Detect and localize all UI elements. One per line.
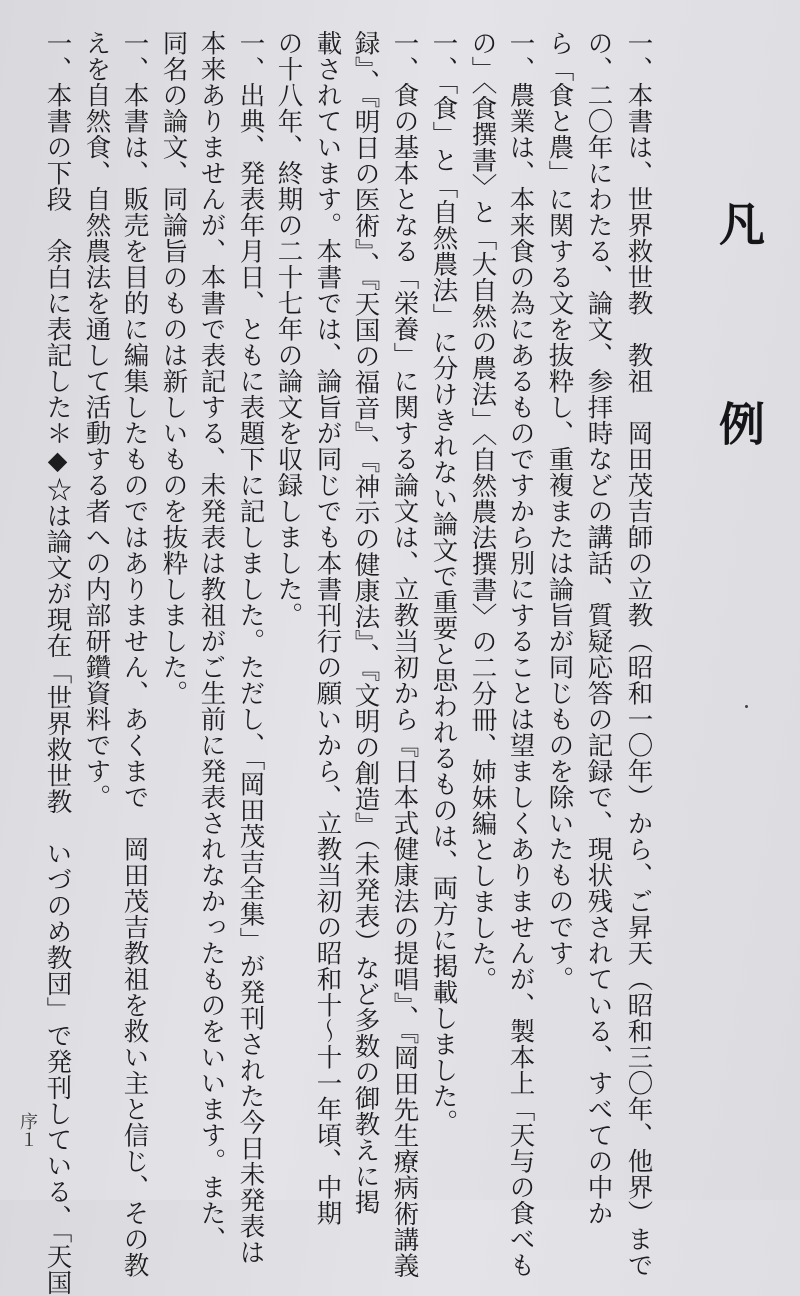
text-column: ら「食と農」に関する文を抜粋し、重複または論旨が同じものを除いたものです。 [544,30,575,992]
page-number: 序１ [17,1112,38,1148]
text-column: の、二〇年にわたる、論文、参拝時などの講話、質疑応答の記録で、現状残されている、すべての中か [583,30,614,1226]
text-column: 録』、『明日の医術』、『天国の福音』、『神示の健康法』、『文明の創造』（未発表）など多数の御教えに掲 [350,30,381,1216]
text-column: の」〈食撰書〉と「大自然の農法」〈自然農法撰書〉の二分冊、姉妹編としました。 [467,30,498,993]
text-column: 一、出典、発表年月日、ともに表題下に記しました。ただし、「岡田茂吉全集」が発刊された今日未発表は [235,30,266,1266]
text-column: 一、本書の下段 余白に表記した＊◆☆は論文が現在「世界救世教 いづのめ教団」で発刊している、「天国 [42,30,73,1296]
text-column: 本来ありませんが、本書で表記する、未発表は教祖がご生前に発表されなかったものをいいます。また、 [196,30,227,1252]
text-column: 一、本書は、販売を目的に編集したものではありません、あくまで 岡田茂吉教祖を救い主と信じ、その教 [119,30,150,1278]
text-column: の十八年、終期の二十七年の論文を収録しました。 [273,30,304,628]
text-column: 一、本書は、世界救世教 教祖 岡田茂吉師の立教（昭和一〇年）から、ご昇天（昭和三〇年、他界）まで [623,30,654,1278]
text-column: 載されています。本書では、論旨が同じでも本書刊行の願いから、立教当初の昭和十〜十一年頃、中期 [312,30,343,1226]
text-column: 同名の論文、同論旨のものは新しいものを抜粋しました。 [158,30,189,706]
text-column: 一、農業は、本来食の為にあるものですから別にすることは望ましくありませんが、製本上「天与の食べも [505,30,536,1278]
text-column: 一、食の基本となる「栄養」に関する論文は、立教当初から『日本式健康法の提唱』、『岡田先生療病術講義 [389,30,420,1279]
stray-mark [745,705,748,708]
page-heading: 凡 例 [712,200,766,500]
text-column: えを自然食、自然農法を通して活動する者への内部研鑽資料です。 [81,30,112,810]
text-column: 一、「食」と「自然農法」に分けきれない論文で重要と思われるものは、両方に掲載しました。 [428,30,459,1136]
